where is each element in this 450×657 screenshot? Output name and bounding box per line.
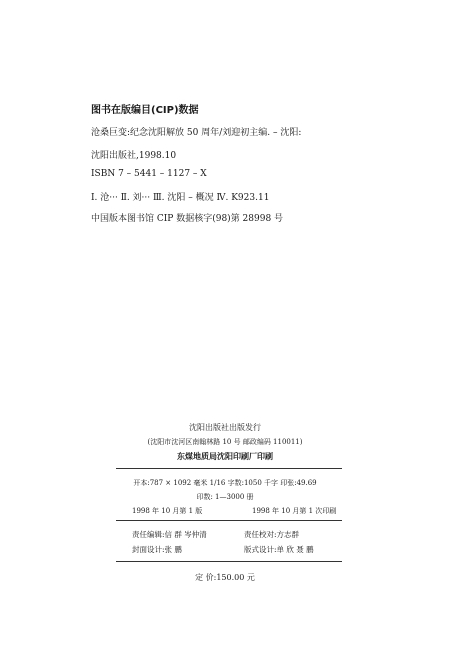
cip-line-classification: Ⅰ. 沧··· Ⅱ. 刘··· Ⅲ. 沈阳 – 概况 Ⅳ. K923.11 <box>91 193 270 203</box>
divider-middle <box>116 520 342 521</box>
cip-line-catalog-number: 中国版本图书馆 CIP 数据核字(98)第 28998 号 <box>91 214 284 224</box>
edition-info: 1998 年 10 月第 1 版 <box>132 507 203 515</box>
publisher-address: (沈阳市沈河区南翰林路 10 号 邮政编码 110011) <box>147 438 303 446</box>
divider-bottom <box>116 561 342 562</box>
cip-line-title: 沧桑巨变:纪念沈阳解放 50 周年/刘迎初主编. – 沈阳: <box>91 128 302 138</box>
price: 定 价:150.00 元 <box>195 573 255 582</box>
layout-designer: 版式设计:单 欣 聂 鹏 <box>244 545 314 554</box>
responsible-proofreader: 责任校对:方志群 <box>244 530 300 539</box>
printer-name: 东煤地质局沈阳印刷厂印刷 <box>177 451 273 461</box>
divider-top <box>116 468 342 469</box>
printing-info: 1998 年 10 月第 1 次印刷 <box>252 507 337 515</box>
cip-line-isbn: ISBN 7 – 5441 – 1127 – X <box>91 169 207 179</box>
cover-designer: 封面设计:张 鹏 <box>132 545 182 554</box>
responsible-editor: 责任编辑:信 群 岑仲清 <box>132 530 207 539</box>
cip-heading: 图书在版编目(CIP)数据 <box>91 105 199 116</box>
format-specs: 开本:787 × 1092 毫米 1/16 字数:1050 千字 印张:49.69 <box>133 479 317 487</box>
print-run: 印数: 1—3000 册 <box>196 493 254 501</box>
publisher-name: 沈阳出版社出版发行 <box>189 423 261 432</box>
cip-line-publisher: 沈阳出版社,1998.10 <box>91 151 177 161</box>
